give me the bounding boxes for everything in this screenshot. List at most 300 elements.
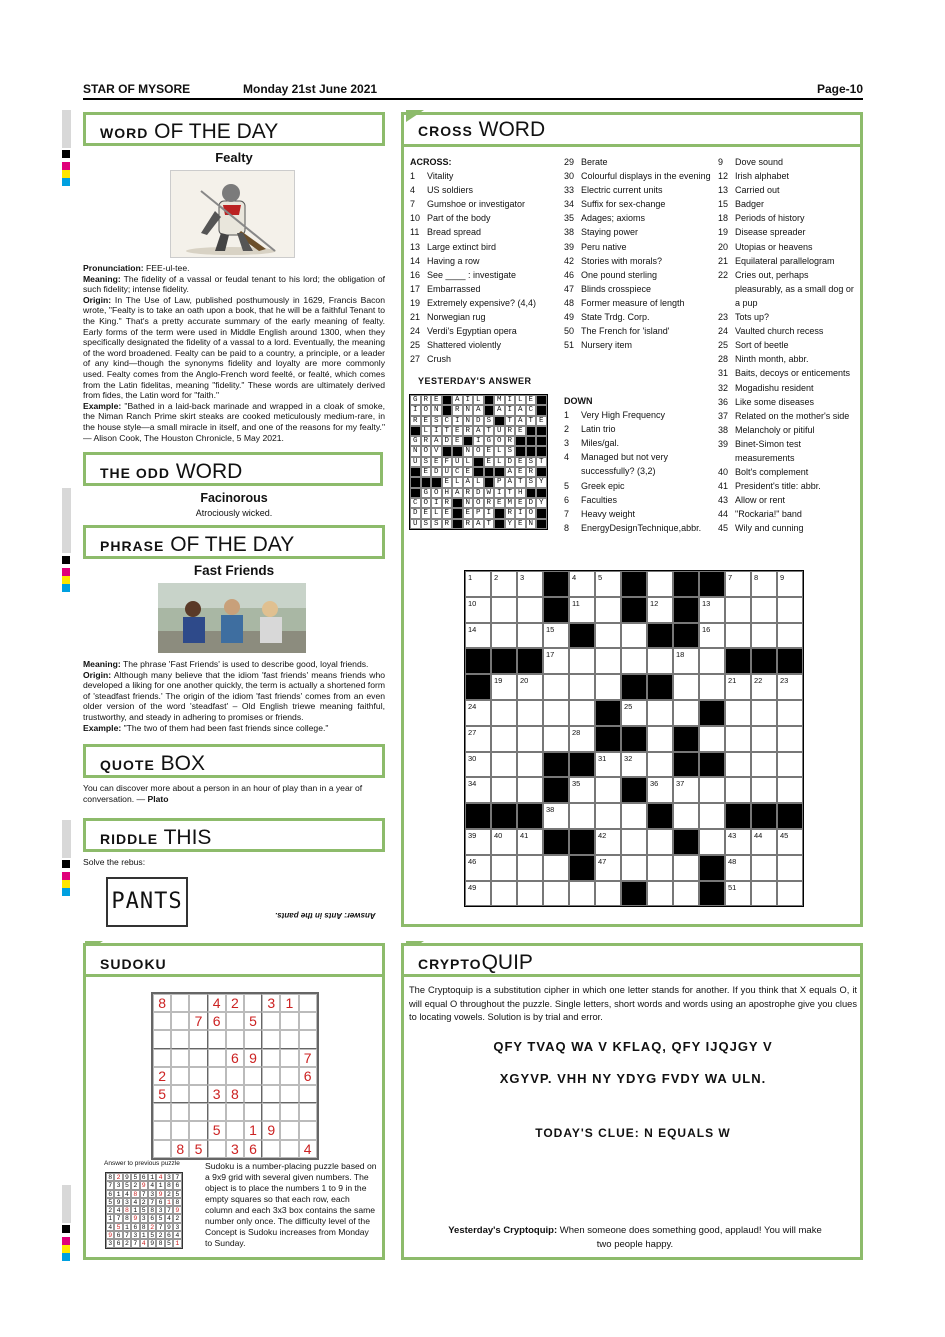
answer-cell: S bbox=[421, 519, 432, 529]
cell-number: 17 bbox=[546, 650, 555, 660]
cell-number: 41 bbox=[520, 830, 529, 840]
crossword-cell[interactable] bbox=[621, 752, 647, 778]
crossword-cell[interactable] bbox=[595, 597, 621, 623]
crossword-cell[interactable] bbox=[621, 829, 647, 855]
crossword-cell[interactable] bbox=[569, 648, 595, 674]
sudoku-empty-cell[interactable] bbox=[189, 1067, 207, 1085]
crossword-cell[interactable] bbox=[491, 674, 517, 700]
crossword-cell[interactable] bbox=[751, 752, 777, 778]
black-square bbox=[452, 508, 463, 518]
crossword-cell[interactable] bbox=[621, 648, 647, 674]
cell-number: 19 bbox=[494, 676, 503, 686]
crossword-cell[interactable] bbox=[777, 752, 803, 778]
clue-text: Utopias or heavens bbox=[735, 241, 813, 252]
black-square bbox=[699, 571, 725, 597]
sudoku-empty-cell[interactable] bbox=[171, 1012, 189, 1030]
clue-number: 5 bbox=[564, 480, 570, 491]
crossword-cell[interactable] bbox=[777, 571, 803, 597]
answer-cell: L bbox=[431, 508, 442, 518]
crossword-cell[interactable] bbox=[725, 829, 751, 855]
crossword-cell[interactable] bbox=[517, 777, 543, 803]
riddle-answer-upside-down: Answer: Ants in the pants. bbox=[275, 911, 376, 920]
black-square bbox=[473, 457, 484, 467]
crossword-cell[interactable] bbox=[621, 803, 647, 829]
crossword-cell[interactable] bbox=[595, 777, 621, 803]
sudoku-empty-cell[interactable] bbox=[299, 1121, 317, 1139]
crossword-cell[interactable] bbox=[491, 777, 517, 803]
clue-number: 51 bbox=[564, 340, 575, 351]
word-of-day-header bbox=[83, 112, 385, 146]
sudoku-empty-cell[interactable] bbox=[299, 1085, 317, 1103]
clue-item bbox=[410, 268, 558, 282]
sudoku-empty-cell[interactable] bbox=[262, 1049, 280, 1067]
crossword-cell[interactable] bbox=[725, 726, 751, 752]
crossword-cell[interactable] bbox=[491, 571, 517, 597]
sudoku-empty-cell[interactable] bbox=[208, 1140, 226, 1158]
crossword-cell[interactable] bbox=[777, 726, 803, 752]
crossword-cell[interactable] bbox=[647, 855, 673, 881]
crossword-cell[interactable] bbox=[647, 571, 673, 597]
sudoku-empty-cell[interactable] bbox=[171, 1067, 189, 1085]
black-square bbox=[463, 436, 474, 446]
crossword-cell[interactable] bbox=[751, 829, 777, 855]
previous-answer-cell: 5 bbox=[140, 1206, 148, 1214]
black-square bbox=[465, 648, 491, 674]
answer-cell: C bbox=[526, 405, 537, 415]
sudoku-empty-cell[interactable] bbox=[153, 1030, 171, 1048]
crossword-cell[interactable] bbox=[595, 829, 621, 855]
sudoku-empty-cell[interactable] bbox=[299, 1012, 317, 1030]
clue-number: 9 bbox=[718, 157, 724, 167]
crossword-cell[interactable] bbox=[647, 648, 673, 674]
cell-number: 2 bbox=[494, 573, 499, 582]
sudoku-empty-cell[interactable] bbox=[189, 1103, 207, 1121]
crossword-cell[interactable] bbox=[491, 700, 517, 726]
previous-answer-cell: 4 bbox=[173, 1231, 181, 1239]
sudoku-given-cell: 4 bbox=[299, 1140, 317, 1158]
crossword-cell[interactable] bbox=[569, 597, 595, 623]
margin-bar bbox=[62, 488, 71, 553]
black-square bbox=[442, 395, 453, 405]
black-square bbox=[673, 571, 699, 597]
crossword-cell[interactable] bbox=[465, 752, 491, 778]
registration-mark bbox=[62, 888, 70, 896]
sudoku-empty-cell[interactable] bbox=[171, 1085, 189, 1103]
crossword-cell[interactable] bbox=[647, 700, 673, 726]
sudoku-empty-cell[interactable] bbox=[171, 994, 189, 1012]
clue-number: 42 bbox=[564, 255, 575, 266]
crossword-cell[interactable] bbox=[621, 700, 647, 726]
crossword-cell[interactable] bbox=[491, 881, 517, 907]
crossword-cell[interactable] bbox=[751, 726, 777, 752]
clue-item bbox=[564, 436, 712, 450]
crossword-cell[interactable] bbox=[699, 829, 725, 855]
sudoku-empty-cell[interactable] bbox=[171, 1103, 189, 1121]
clue-text: Dove sound bbox=[735, 157, 784, 167]
crossword-cell[interactable] bbox=[569, 700, 595, 726]
crossword-cell[interactable] bbox=[517, 829, 543, 855]
previous-answer-cell: 9 bbox=[173, 1206, 181, 1214]
crossword-cell[interactable] bbox=[777, 700, 803, 726]
word-of-day-body bbox=[83, 263, 385, 443]
sudoku-empty-cell[interactable] bbox=[280, 1067, 298, 1085]
sudoku-empty-cell[interactable] bbox=[262, 1103, 280, 1121]
sudoku-empty-cell[interactable] bbox=[208, 1067, 226, 1085]
crossword-cell[interactable] bbox=[673, 803, 699, 829]
crossword-cell[interactable] bbox=[673, 855, 699, 881]
crossword-cell[interactable] bbox=[751, 777, 777, 803]
clue-text: Disease spreader bbox=[735, 227, 806, 238]
previous-answer-cell: 1 bbox=[173, 1239, 181, 1247]
crossword-cell[interactable] bbox=[725, 752, 751, 778]
previous-answer-cell: 5 bbox=[173, 1190, 181, 1198]
sudoku-empty-cell[interactable] bbox=[189, 1085, 207, 1103]
crossword-cell[interactable] bbox=[751, 571, 777, 597]
answer-cell: M bbox=[494, 395, 505, 405]
clue-number: 13 bbox=[718, 185, 729, 196]
crossword-cell[interactable] bbox=[673, 674, 699, 700]
crossword-cell[interactable] bbox=[595, 674, 621, 700]
crossword-cell[interactable] bbox=[647, 726, 673, 752]
clue-number: 4 bbox=[410, 185, 416, 196]
crossword-cell[interactable] bbox=[543, 881, 569, 907]
sudoku-given-cell: 3 bbox=[262, 994, 280, 1012]
black-square bbox=[699, 855, 725, 881]
black-square bbox=[515, 436, 526, 446]
crossword-cell[interactable] bbox=[699, 623, 725, 649]
previous-answer-cell: 5 bbox=[114, 1223, 122, 1231]
crossword-grid bbox=[464, 570, 804, 907]
sudoku-empty-cell[interactable] bbox=[153, 1121, 171, 1139]
sudoku-empty-cell[interactable] bbox=[208, 1049, 226, 1067]
clue-text: Suffix for sex-change bbox=[581, 199, 666, 210]
sudoku-empty-cell[interactable] bbox=[280, 1030, 298, 1048]
crossword-cell[interactable] bbox=[517, 674, 543, 700]
crossword-cell[interactable] bbox=[751, 700, 777, 726]
crossword-cell[interactable] bbox=[699, 803, 725, 829]
crossword-cell[interactable] bbox=[725, 777, 751, 803]
sudoku-empty-cell[interactable] bbox=[244, 1085, 262, 1103]
crossword-cell[interactable] bbox=[777, 777, 803, 803]
clue-text: Very High Frequency bbox=[581, 410, 666, 421]
crossword-cell[interactable] bbox=[569, 881, 595, 907]
clue-text: Extremely expensive? (4,4) bbox=[427, 297, 537, 308]
clue-item bbox=[564, 155, 712, 169]
crossword-cell[interactable] bbox=[491, 726, 517, 752]
odd-word-definition: Atrociously wicked. bbox=[195, 508, 273, 518]
crossword-cell[interactable] bbox=[647, 777, 673, 803]
quote-author: Plato bbox=[145, 793, 169, 804]
crossword-cell[interactable] bbox=[543, 674, 569, 700]
crossword-cell[interactable] bbox=[465, 597, 491, 623]
crossword-cell[interactable] bbox=[725, 597, 751, 623]
crossword-cell[interactable] bbox=[543, 648, 569, 674]
sudoku-empty-cell[interactable] bbox=[208, 1103, 226, 1121]
black-square bbox=[421, 477, 432, 487]
sudoku-empty-cell[interactable] bbox=[280, 1121, 298, 1139]
crossword-cell[interactable] bbox=[595, 803, 621, 829]
sudoku-description: Sudoku is a number-placing puzzle based on a 9x9 grid with several given numbers. The object is to place the numbers 1 to 9 in the empty squares so that each row, each column and each 3x3 box contains the same number only once. The difficulty level of the Concept is Sudoku increases from Monday to Sunday. bbox=[205, 1161, 377, 1248]
crossword-cell[interactable] bbox=[595, 752, 621, 778]
sudoku-empty-cell[interactable] bbox=[226, 1067, 244, 1085]
sudoku-empty-cell[interactable] bbox=[262, 1140, 280, 1158]
sudoku-given-cell: 3 bbox=[226, 1140, 244, 1158]
sudoku-empty-cell[interactable] bbox=[299, 994, 317, 1012]
crossword-cell[interactable] bbox=[543, 623, 569, 649]
crossword-cell[interactable] bbox=[647, 881, 673, 907]
black-square bbox=[536, 436, 547, 446]
sudoku-empty-cell[interactable] bbox=[226, 1121, 244, 1139]
sudoku-empty-cell[interactable] bbox=[153, 1140, 171, 1158]
answer-cell: D bbox=[431, 467, 442, 477]
crossword-cell[interactable] bbox=[517, 881, 543, 907]
crossword-cell[interactable] bbox=[491, 597, 517, 623]
clue-item bbox=[564, 324, 712, 338]
crossword-cell[interactable] bbox=[777, 829, 803, 855]
sudoku-empty-cell[interactable] bbox=[262, 1085, 280, 1103]
crossword-cell[interactable] bbox=[569, 571, 595, 597]
crossword-cell[interactable] bbox=[465, 700, 491, 726]
registration-mark bbox=[62, 162, 70, 170]
crossword-cell[interactable] bbox=[595, 855, 621, 881]
black-square bbox=[725, 803, 751, 829]
crossword-cell[interactable] bbox=[699, 648, 725, 674]
crossword-cell[interactable] bbox=[543, 803, 569, 829]
answer-cell: L bbox=[473, 395, 484, 405]
across-clues-col2 bbox=[564, 155, 712, 352]
answer-cell: S bbox=[505, 446, 516, 456]
sudoku-empty-cell[interactable] bbox=[171, 1121, 189, 1139]
header-small-text: THE ODD bbox=[100, 465, 170, 481]
crossword-cell[interactable] bbox=[595, 881, 621, 907]
answer-cell: E bbox=[442, 477, 453, 487]
crossword-cell[interactable] bbox=[465, 726, 491, 752]
sudoku-given-cell: 7 bbox=[299, 1049, 317, 1067]
crossword-cell[interactable] bbox=[465, 829, 491, 855]
black-square bbox=[673, 623, 699, 649]
sudoku-empty-cell[interactable] bbox=[244, 994, 262, 1012]
sudoku-empty-cell[interactable] bbox=[153, 1103, 171, 1121]
answer-cell: E bbox=[484, 457, 495, 467]
crossword-cell[interactable] bbox=[777, 855, 803, 881]
crossword-cell[interactable] bbox=[517, 700, 543, 726]
clue-text: Vitality bbox=[427, 171, 454, 182]
answer-cell: E bbox=[421, 467, 432, 477]
clue-number: 8 bbox=[564, 522, 570, 533]
sudoku-empty-cell[interactable] bbox=[189, 1030, 207, 1048]
answer-cell: E bbox=[494, 498, 505, 508]
answer-cell: D bbox=[526, 498, 537, 508]
clue-number: 38 bbox=[718, 424, 729, 435]
crossword-cell[interactable] bbox=[517, 726, 543, 752]
crossword-cell[interactable] bbox=[725, 855, 751, 881]
crossword-cell[interactable] bbox=[465, 881, 491, 907]
previous-answer-cell: 1 bbox=[106, 1214, 114, 1222]
sudoku-empty-cell[interactable] bbox=[262, 1012, 280, 1030]
answer-cell: S bbox=[526, 457, 537, 467]
black-square bbox=[673, 726, 699, 752]
crossword-cell[interactable] bbox=[673, 777, 699, 803]
sudoku-empty-cell[interactable] bbox=[262, 1030, 280, 1048]
black-square bbox=[647, 803, 673, 829]
answer-cell: R bbox=[421, 395, 432, 405]
answer-cell: H bbox=[515, 488, 526, 498]
crossword-cell[interactable] bbox=[751, 881, 777, 907]
sudoku-empty-cell[interactable] bbox=[280, 1103, 298, 1121]
sudoku-empty-cell[interactable] bbox=[280, 1085, 298, 1103]
crossword-cell[interactable] bbox=[517, 597, 543, 623]
crossword-cell[interactable] bbox=[725, 700, 751, 726]
cell-number: 38 bbox=[546, 805, 555, 815]
clue-item bbox=[718, 225, 858, 239]
clue-text: Baits, decoys or enticements bbox=[735, 368, 851, 379]
crossword-cell[interactable] bbox=[517, 855, 543, 881]
crossword-cell[interactable] bbox=[595, 623, 621, 649]
crossword-cell[interactable] bbox=[777, 623, 803, 649]
answer-cell: E bbox=[515, 498, 526, 508]
crossword-cell[interactable] bbox=[647, 597, 673, 623]
previous-answer-cell: 4 bbox=[123, 1190, 131, 1198]
margin-bar bbox=[62, 820, 71, 858]
answer-cell: H bbox=[442, 488, 453, 498]
crossword-cell[interactable] bbox=[569, 803, 595, 829]
crossword-cell[interactable] bbox=[465, 855, 491, 881]
answer-cell: D bbox=[473, 488, 484, 498]
crossword-cell[interactable] bbox=[725, 674, 751, 700]
crossword-cell[interactable] bbox=[699, 674, 725, 700]
sudoku-empty-cell[interactable] bbox=[189, 1049, 207, 1067]
sudoku-empty-cell[interactable] bbox=[280, 1140, 298, 1158]
sudoku-empty-cell[interactable] bbox=[208, 1030, 226, 1048]
across-clues-col1 bbox=[410, 155, 558, 366]
previous-answer-cell: 9 bbox=[123, 1173, 131, 1181]
sudoku-empty-cell[interactable] bbox=[262, 1067, 280, 1085]
black-square bbox=[484, 405, 495, 415]
crossword-cell[interactable] bbox=[491, 752, 517, 778]
black-square bbox=[536, 467, 547, 477]
sudoku-empty-cell[interactable] bbox=[244, 1030, 262, 1048]
answer-cell: I bbox=[473, 436, 484, 446]
crossword-cell[interactable] bbox=[491, 623, 517, 649]
crossword-cell[interactable] bbox=[725, 623, 751, 649]
crossword-cell[interactable] bbox=[543, 726, 569, 752]
sudoku-empty-cell[interactable] bbox=[280, 1049, 298, 1067]
answer-cell: I bbox=[431, 498, 442, 508]
crossword-cell[interactable] bbox=[517, 752, 543, 778]
crossword-cell[interactable] bbox=[595, 571, 621, 597]
crossword-cell[interactable] bbox=[621, 623, 647, 649]
crossword-cell[interactable] bbox=[699, 597, 725, 623]
clue-number: 24 bbox=[410, 326, 421, 337]
sudoku-empty-cell[interactable] bbox=[244, 1103, 262, 1121]
previous-answer-cell: 7 bbox=[148, 1198, 156, 1206]
sudoku-empty-cell[interactable] bbox=[171, 1049, 189, 1067]
crossword-cell[interactable] bbox=[725, 571, 751, 597]
crossword-cell[interactable] bbox=[595, 648, 621, 674]
crossword-cell[interactable] bbox=[569, 674, 595, 700]
crossword-cell[interactable] bbox=[751, 674, 777, 700]
crossword-cell[interactable] bbox=[543, 855, 569, 881]
crossword-cell[interactable] bbox=[621, 855, 647, 881]
clue-item bbox=[718, 437, 858, 465]
sudoku-empty-cell[interactable] bbox=[189, 1121, 207, 1139]
cell-number: 9 bbox=[780, 573, 785, 582]
clue-number: 32 bbox=[718, 382, 729, 393]
sudoku-empty-cell[interactable] bbox=[226, 1103, 244, 1121]
crossword-cell[interactable] bbox=[543, 700, 569, 726]
crossword-cell[interactable] bbox=[647, 829, 673, 855]
answer-cell: S bbox=[421, 457, 432, 467]
crossword-cell[interactable] bbox=[673, 700, 699, 726]
answer-cell: A bbox=[463, 477, 474, 487]
crossword-cell[interactable] bbox=[491, 855, 517, 881]
crossword-cell[interactable] bbox=[569, 777, 595, 803]
sudoku-empty-cell[interactable] bbox=[280, 1012, 298, 1030]
phrase-body bbox=[83, 659, 385, 733]
sudoku-empty-cell[interactable] bbox=[226, 1030, 244, 1048]
crossword-cell[interactable] bbox=[517, 623, 543, 649]
crossword-cell[interactable] bbox=[777, 597, 803, 623]
cryptoquip-intro: The Cryptoquip is a substitution cipher in which one letter stands for another. If you think that X equals O, it will equal O throughout the puzzle. Single letters, short words and words using an apostrophe give you clues to locating vowels. Solution is by trial and error. bbox=[409, 985, 857, 1022]
answer-cell: L bbox=[494, 457, 505, 467]
sudoku-empty-cell[interactable] bbox=[226, 1012, 244, 1030]
crossword-cell[interactable] bbox=[699, 777, 725, 803]
sudoku-given-cell: 5 bbox=[153, 1085, 171, 1103]
previous-answer-cell: 6 bbox=[173, 1181, 181, 1189]
crossword-cell[interactable] bbox=[647, 752, 673, 778]
sudoku-empty-cell[interactable] bbox=[153, 1012, 171, 1030]
crossword-cell[interactable] bbox=[569, 726, 595, 752]
sudoku-empty-cell[interactable] bbox=[299, 1103, 317, 1121]
answer-cell: L bbox=[463, 457, 474, 467]
answer-cell: G bbox=[421, 488, 432, 498]
crossword-cell[interactable] bbox=[491, 829, 517, 855]
cell-number: 25 bbox=[624, 701, 633, 711]
clue-number: 6 bbox=[564, 494, 570, 505]
previous-answer-cell: 2 bbox=[165, 1190, 173, 1198]
sudoku-given-cell: 2 bbox=[226, 994, 244, 1012]
crossword-cell[interactable] bbox=[751, 623, 777, 649]
sudoku-empty-cell[interactable] bbox=[189, 994, 207, 1012]
crossword-cell[interactable] bbox=[465, 777, 491, 803]
previous-answer-cell: 9 bbox=[156, 1190, 164, 1198]
crossword-cell[interactable] bbox=[673, 648, 699, 674]
crossword-cell[interactable] bbox=[517, 571, 543, 597]
crossword-cell[interactable] bbox=[751, 855, 777, 881]
sudoku-empty-cell[interactable] bbox=[153, 1049, 171, 1067]
cell-number: 32 bbox=[624, 753, 633, 763]
previous-answer-cell: 3 bbox=[106, 1239, 114, 1247]
crossword-cell[interactable] bbox=[465, 571, 491, 597]
crossword-cell[interactable] bbox=[465, 623, 491, 649]
sudoku-empty-cell[interactable] bbox=[299, 1030, 317, 1048]
sudoku-empty-cell[interactable] bbox=[171, 1030, 189, 1048]
crossword-cell[interactable] bbox=[699, 726, 725, 752]
clue-text: Like some diseases bbox=[735, 396, 815, 407]
clue-number: 45 bbox=[718, 523, 729, 534]
cell-number: 20 bbox=[520, 676, 529, 686]
answer-cell: G bbox=[410, 395, 421, 405]
crossword-cell[interactable] bbox=[673, 881, 699, 907]
registration-mark bbox=[62, 872, 70, 880]
crossword-cell[interactable] bbox=[777, 674, 803, 700]
sudoku-empty-cell[interactable] bbox=[244, 1067, 262, 1085]
crossword-cell[interactable] bbox=[777, 881, 803, 907]
crossword-cell[interactable] bbox=[751, 597, 777, 623]
crossword-cell[interactable] bbox=[725, 881, 751, 907]
black-square bbox=[569, 752, 595, 778]
answer-cell: D bbox=[505, 457, 516, 467]
